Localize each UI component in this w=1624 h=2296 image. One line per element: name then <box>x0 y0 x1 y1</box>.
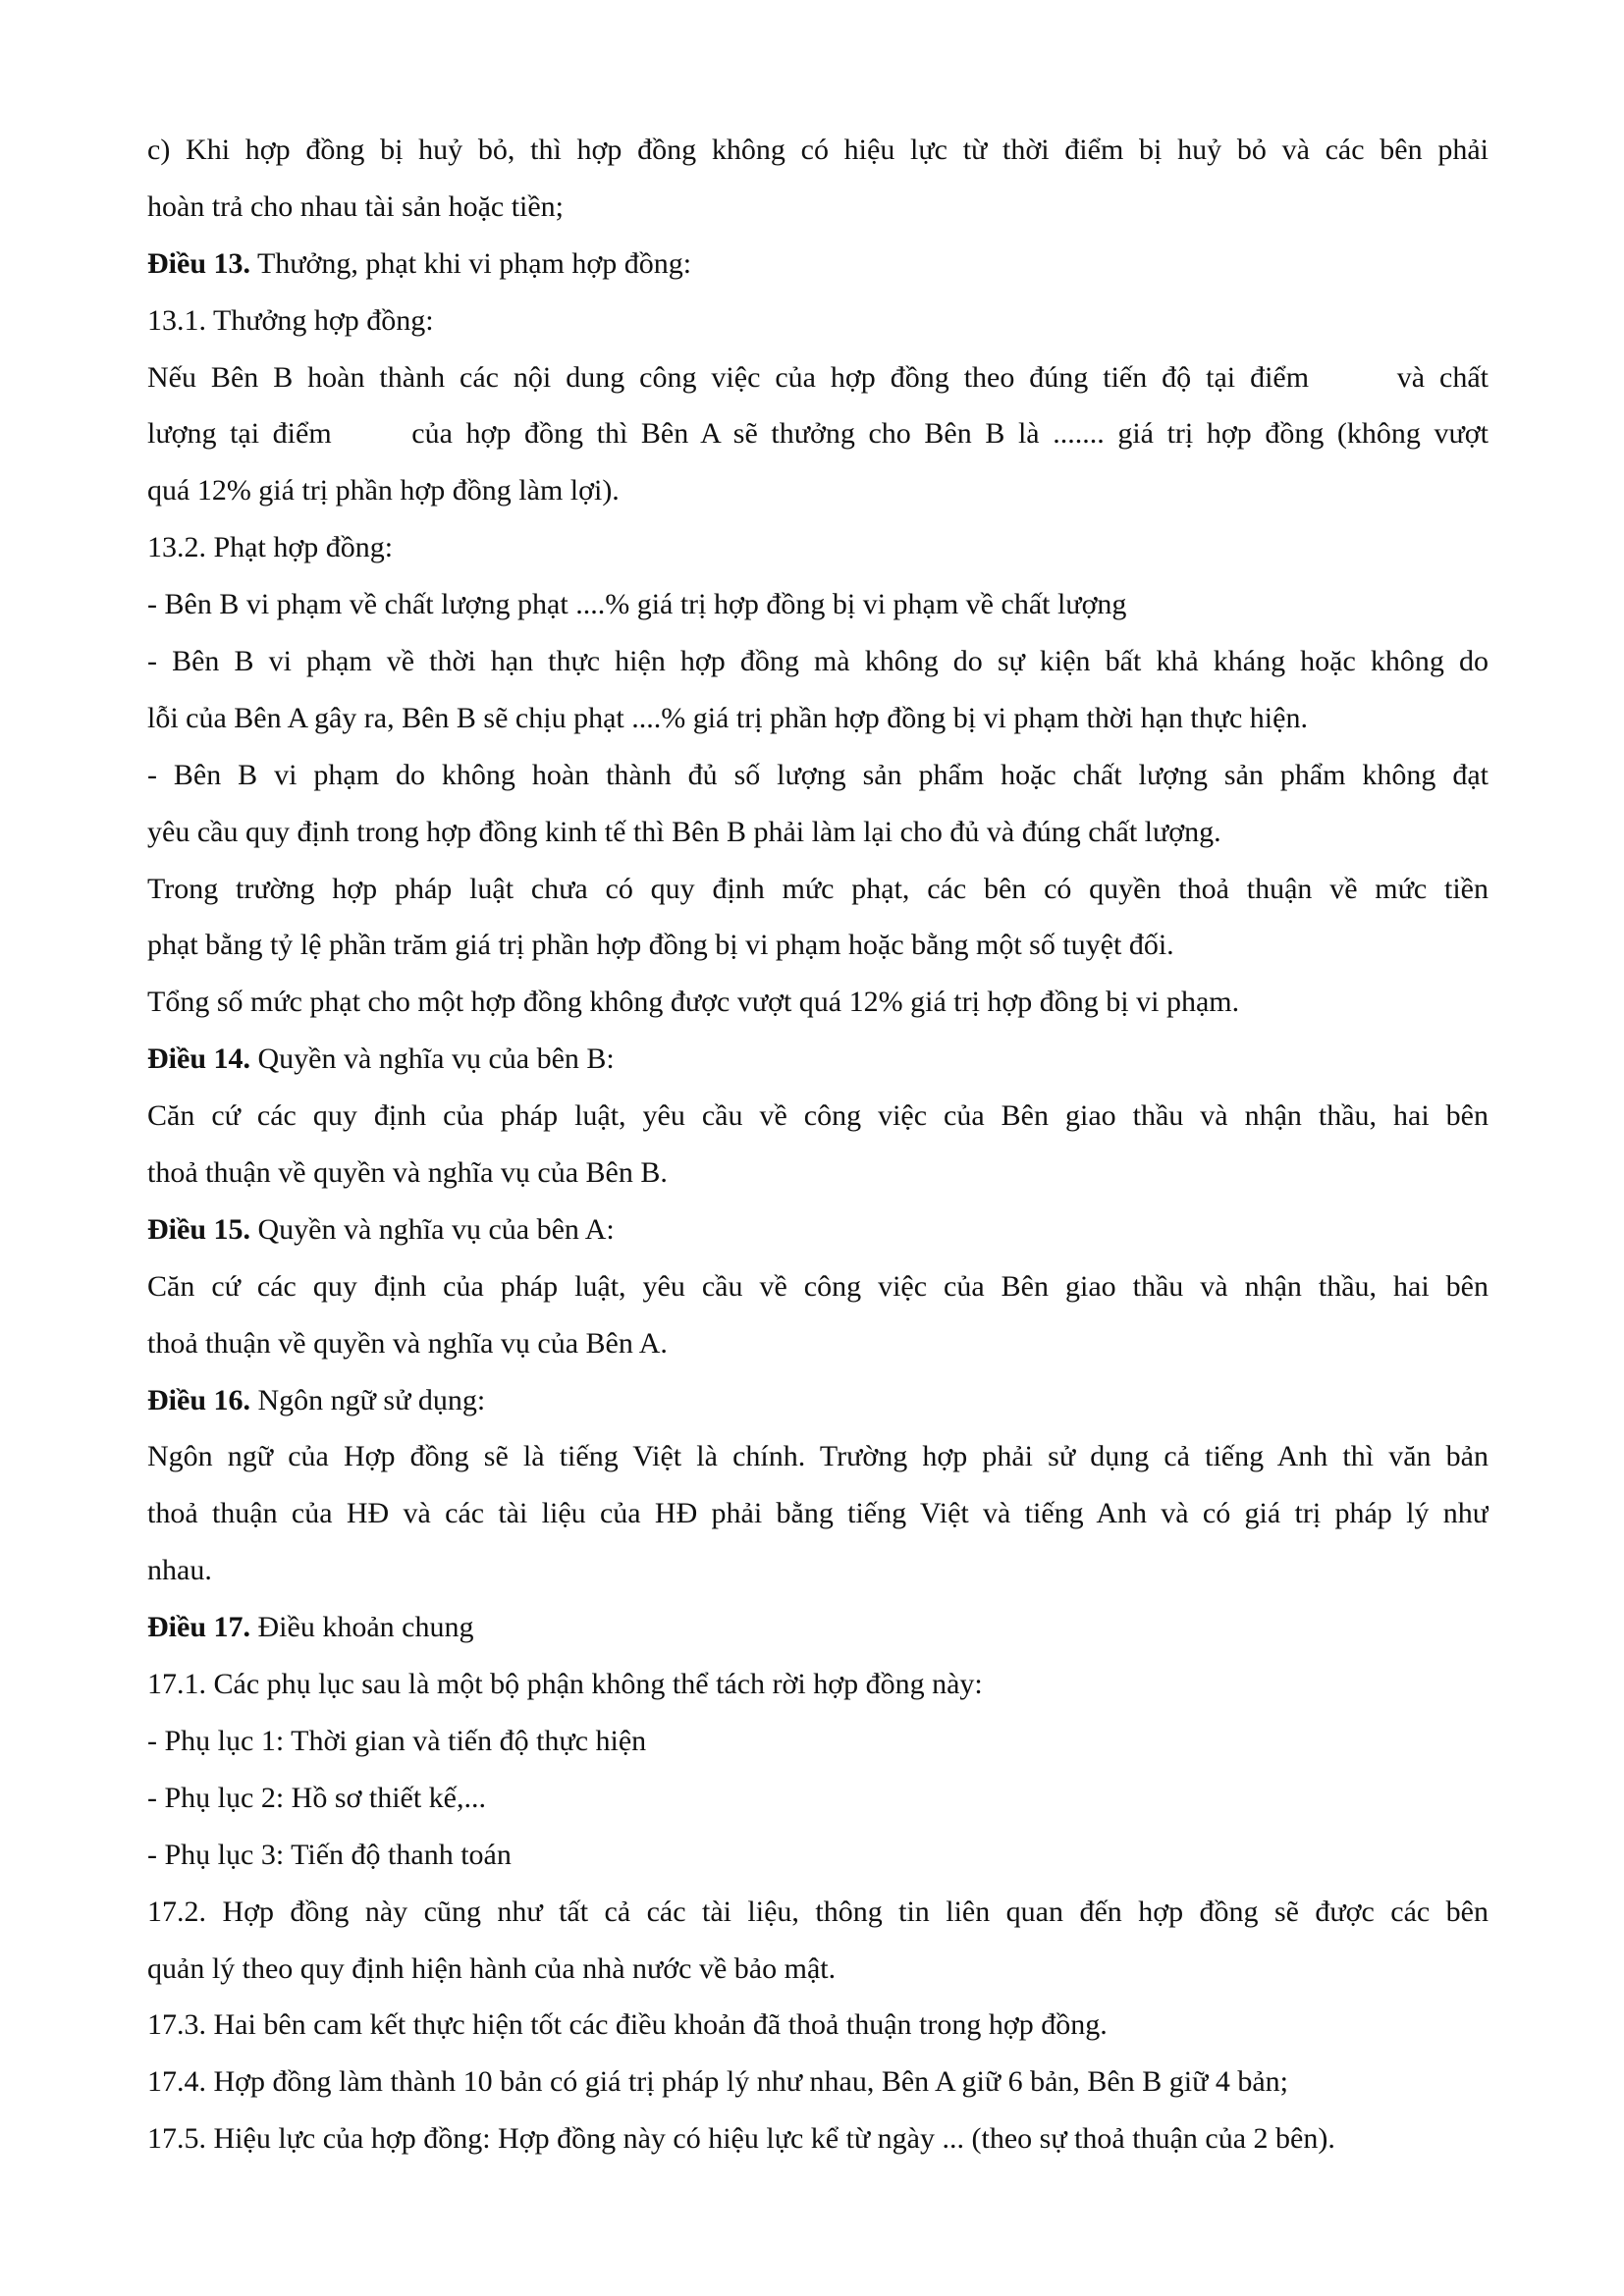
line-text: lượng tại điểm của hợp đồng thì Bên A sẽ thưởng cho Bên B là ....... giá trị hợp đồng (không vượt <box>147 417 1489 451</box>
paragraph <box>147 1031 1489 1088</box>
line-text: Ngôn ngữ của Hợp đồng sẽ là tiếng Việt là chính. Trường hợp phải sử dụng cả tiếng Anh thì văn bản <box>147 1440 1489 1473</box>
paragraph <box>147 1884 1489 1998</box>
line-text: Tổng số mức phạt cho một hợp đồng không được vượt quá 12% giá trị hợp đồng bị vi phạm. <box>147 986 1240 1019</box>
paragraph <box>147 1599 1489 1656</box>
text-line <box>147 519 1489 576</box>
text-line <box>147 2110 1489 2167</box>
text-line <box>147 633 1489 690</box>
text-line <box>147 1201 1489 1258</box>
text-line <box>147 804 1489 861</box>
paragraph <box>147 1372 1489 1429</box>
line-text: quản lý theo quy định hiện hành của nhà nước về bảo mật. <box>147 1951 837 1985</box>
line-text: hoàn trả cho nhau tài sản hoặc tiền; <box>147 189 565 223</box>
text-line <box>147 1542 1489 1599</box>
paragraph <box>147 293 1489 349</box>
line-text: 17.4. Hợp đồng làm thành 10 bản có giá trị pháp lý như nhau, Bên A giữ 6 bản, Bên B giữ 4 bản; <box>147 2065 1289 2099</box>
text-line <box>147 349 1489 406</box>
text-line <box>147 1315 1489 1372</box>
line-text: phạt bằng tỷ lệ phần trăm giá trị phần hợp đồng bị vi phạm hoặc bằng một số tuyệt đối. <box>147 929 1174 962</box>
article-heading: Điều 16. <box>147 1383 250 1416</box>
paragraph <box>147 349 1489 520</box>
line-text: Điều khoản chung <box>250 1611 474 1644</box>
line-text: - Phụ lục 3: Tiến độ thanh toán <box>147 1838 512 1871</box>
line-text: lỗi của Bên A gây ra, Bên B sẽ chịu phạt ....% giá trị phần hợp đồng bị vi phạm thời hạn thực hiện. <box>147 701 1308 734</box>
line-text: thoả thuận về quyền và nghĩa vụ của Bên B. <box>147 1156 668 1190</box>
line-text: thoả thuận của HĐ và các tài liệu của HĐ phải bằng tiếng Việt và tiếng Anh và có giá trị pháp lý như <box>147 1497 1489 1530</box>
line-text: Nếu Bên B hoàn thành các nội dung công việc của hợp đồng theo đúng tiến độ tại điểm và chất <box>147 360 1489 394</box>
paragraph <box>147 2054 1489 2110</box>
paragraph <box>147 122 1489 236</box>
line-text: Trong trường hợp pháp luật chưa có quy định mức phạt, các bên có quyền thoả thuận về mức tiền <box>147 872 1489 905</box>
line-text: Ngôn ngữ sử dụng: <box>250 1383 486 1416</box>
text-line <box>147 576 1489 633</box>
article-heading: Điều 14. <box>147 1042 250 1076</box>
text-line <box>147 179 1489 236</box>
text-line <box>147 122 1489 179</box>
line-text: - Bên B vi phạm về chất lượng phạt ....% giá trị hợp đồng bị vi phạm về chất lượng <box>147 588 1127 621</box>
paragraph <box>147 974 1489 1031</box>
text-line <box>147 974 1489 1031</box>
text-line <box>147 1884 1489 1941</box>
line-text: 13.1. Thưởng hợp đồng: <box>147 303 434 337</box>
paragraph <box>147 1201 1489 1258</box>
text-line <box>147 747 1489 804</box>
paragraph <box>147 1770 1489 1827</box>
text-line <box>147 236 1489 293</box>
text-line <box>147 1599 1489 1656</box>
paragraph <box>147 633 1489 747</box>
line-text: c) Khi hợp đồng bị huỷ bỏ, thì hợp đồng không có hiệu lực từ thời điểm bị huỷ bỏ và các bên phải <box>147 133 1489 166</box>
line-text: yêu cầu quy định trong hợp đồng kinh tế thì Bên B phải làm lại cho đủ và đúng chất lượng. <box>147 815 1221 848</box>
line-text: Căn cứ các quy định của pháp luật, yêu cầu về công việc của Bên giao thầu và nhận thầu, hai bên <box>147 1099 1489 1133</box>
line-text: - Bên B vi phạm về thời hạn thực hiện hợp đồng mà không do sự kiện bất khả kháng hoặc không do <box>147 645 1489 678</box>
line-text: Quyền và nghĩa vụ của bên B: <box>250 1042 615 1076</box>
text-line <box>147 405 1489 462</box>
paragraph <box>147 519 1489 576</box>
text-line <box>147 1485 1489 1542</box>
line-text: - Phụ lục 1: Thời gian và tiến độ thực hiện <box>147 1724 647 1757</box>
paragraph <box>147 1428 1489 1599</box>
line-text: 17.1. Các phụ lục sau là một bộ phận không thể tách rời hợp đồng này: <box>147 1668 983 1701</box>
text-line <box>147 861 1489 918</box>
paragraph <box>147 236 1489 293</box>
text-line <box>147 1770 1489 1827</box>
line-text: thoả thuận về quyền và nghĩa vụ của Bên A. <box>147 1326 668 1360</box>
article-heading: Điều 13. <box>147 246 250 280</box>
text-line <box>147 917 1489 974</box>
paragraph <box>147 1258 1489 1372</box>
document-page <box>147 122 1489 2167</box>
line-text: Căn cứ các quy định của pháp luật, yêu cầu về công việc của Bên giao thầu và nhận thầu, hai bên <box>147 1269 1489 1303</box>
line-text: - Phụ lục 2: Hồ sơ thiết kế,... <box>147 1781 486 1814</box>
text-line <box>147 1088 1489 1145</box>
text-line <box>147 690 1489 747</box>
text-line <box>147 1372 1489 1429</box>
line-text: 17.2. Hợp đồng này cũng như tất cả các tài liệu, thông tin liên quan đến hợp đồng sẽ được các bên <box>147 1895 1489 1928</box>
line-text: Quyền và nghĩa vụ của bên A: <box>250 1212 615 1246</box>
paragraph <box>147 1713 1489 1770</box>
line-text: quá 12% giá trị phần hợp đồng làm lợi). <box>147 474 620 507</box>
text-line <box>147 1656 1489 1713</box>
text-line <box>147 462 1489 519</box>
line-text: Thưởng, phạt khi vi phạm hợp đồng: <box>250 246 692 280</box>
text-line <box>147 2054 1489 2110</box>
paragraph <box>147 861 1489 975</box>
text-line <box>147 1713 1489 1770</box>
text-line <box>147 1827 1489 1884</box>
paragraph <box>147 1656 1489 1713</box>
paragraph <box>147 747 1489 861</box>
text-line <box>147 293 1489 349</box>
line-text: 17.5. Hiệu lực của hợp đồng: Hợp đồng này có hiệu lực kể từ ngày ... (theo sự thoả thuận của 2 bên). <box>147 2122 1335 2156</box>
article-heading: Điều 17. <box>147 1611 250 1644</box>
text-line <box>147 1428 1489 1485</box>
line-text: 13.2. Phạt hợp đồng: <box>147 531 394 564</box>
paragraph <box>147 1088 1489 1201</box>
paragraph <box>147 576 1489 633</box>
line-text: 17.3. Hai bên cam kết thực hiện tốt các điều khoản đã thoả thuận trong hợp đồng. <box>147 2008 1108 2042</box>
line-text: nhau. <box>147 1554 212 1587</box>
article-heading: Điều 15. <box>147 1212 250 1246</box>
text-line <box>147 1145 1489 1201</box>
paragraph <box>147 1827 1489 1884</box>
text-line <box>147 1997 1489 2054</box>
paragraph <box>147 1997 1489 2054</box>
text-line <box>147 1031 1489 1088</box>
line-text: - Bên B vi phạm do không hoàn thành đủ số lượng sản phẩm hoặc chất lượng sản phẩm không đạt <box>147 758 1489 791</box>
text-line <box>147 1941 1489 1998</box>
paragraph <box>147 2110 1489 2167</box>
text-line <box>147 1258 1489 1315</box>
